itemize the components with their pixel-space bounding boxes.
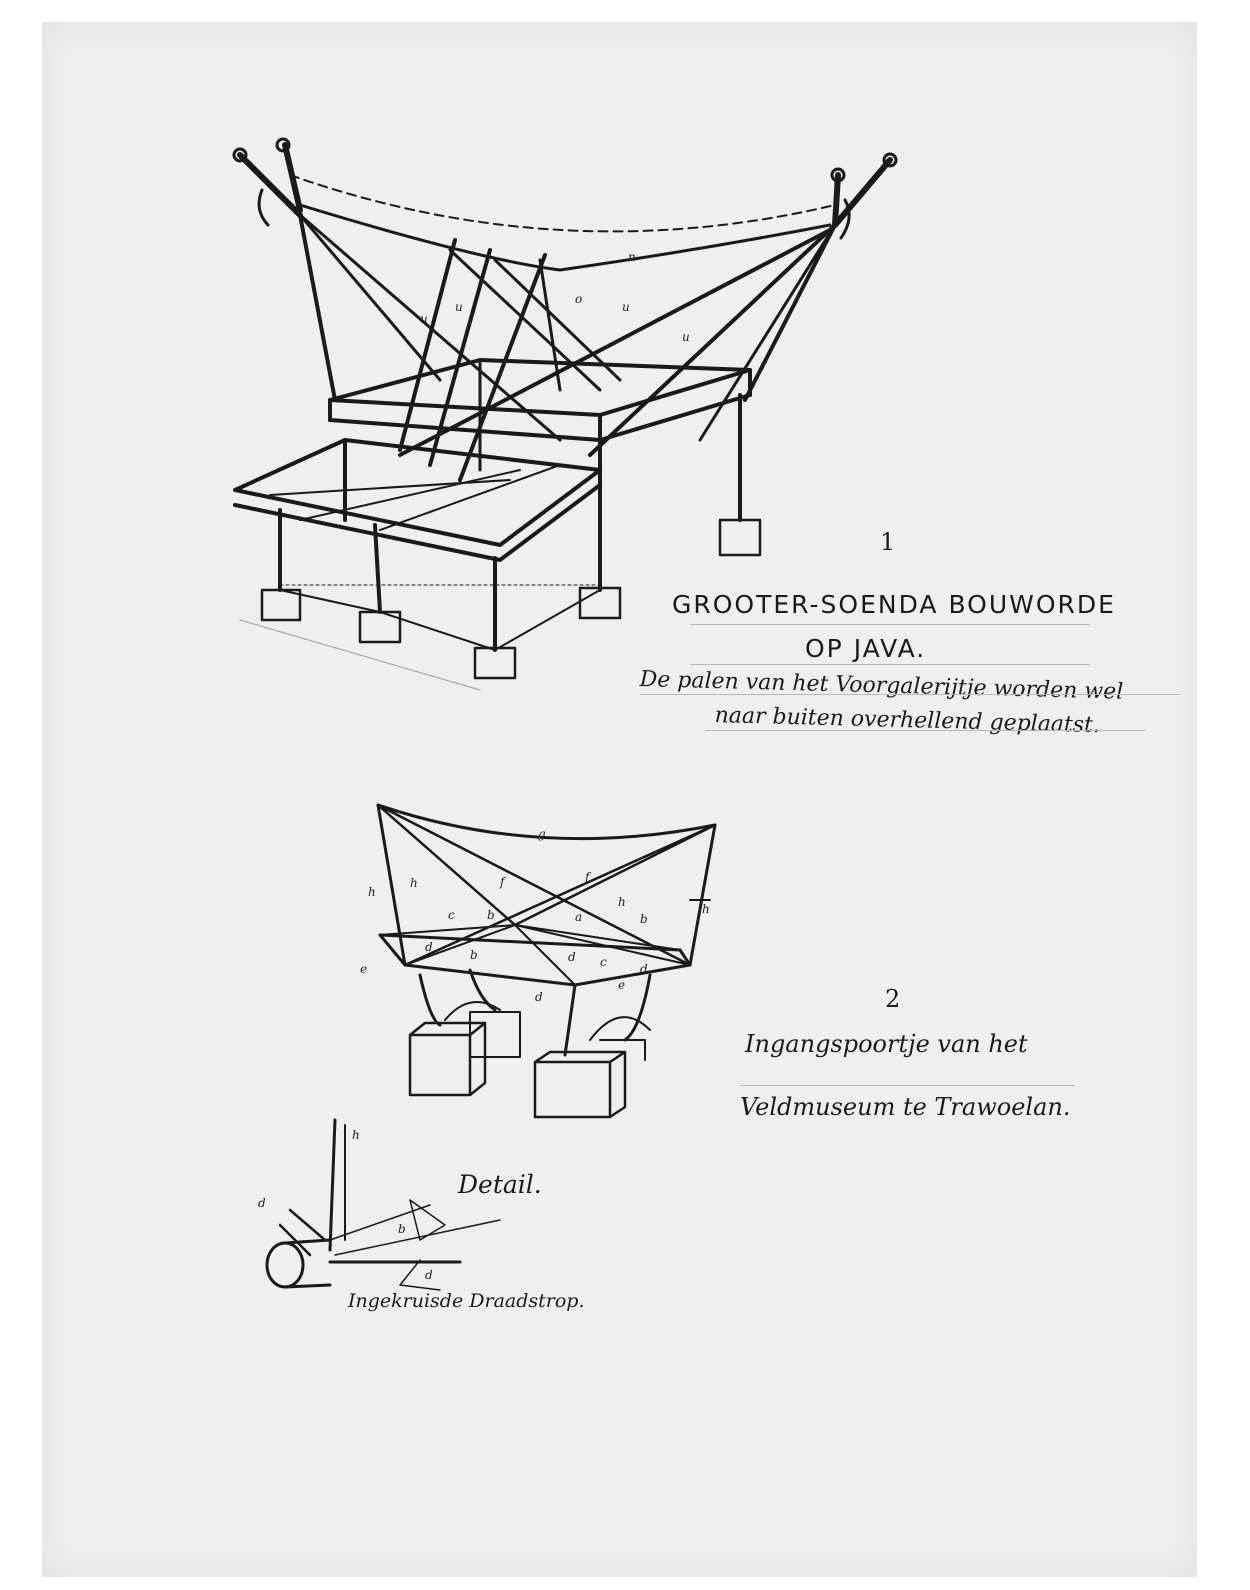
guide-rule — [690, 624, 1090, 625]
figure-2-number: 2 — [885, 985, 901, 1013]
figure-2-label: b — [470, 948, 478, 962]
figure-2-label: d — [535, 990, 543, 1004]
figure-1-title-line-2: OP JAVA. — [805, 634, 927, 663]
detail-label: d — [425, 1268, 433, 1282]
figure-2-label: h — [368, 885, 376, 899]
detail-caption: Ingekruisde Draadstrop. — [348, 1290, 585, 1312]
figure-1-note-line-1: De palen van het Voorgalerijtje worden wel — [639, 667, 1124, 705]
detail-label: d — [258, 1196, 266, 1210]
figure-1-label: u — [420, 312, 428, 326]
figure-1-label: o — [575, 292, 583, 306]
guide-rule — [740, 1085, 1075, 1086]
figure-2-label: h — [702, 902, 710, 916]
figure-2-label: c — [600, 955, 607, 969]
figure-2-label: b — [640, 912, 648, 926]
figure-1-label: n — [628, 250, 636, 264]
figure-2-label: d — [425, 940, 433, 954]
figure-2-label: e — [360, 962, 368, 976]
figure-2-label: b — [487, 908, 495, 922]
figure-2-label: d — [640, 962, 648, 976]
figure-1-number: 1 — [880, 528, 896, 556]
guide-rule — [690, 664, 1090, 665]
figure-2-label: f — [585, 870, 590, 884]
figure-1-note-line-2: naar buiten overhellend geplaatst. — [714, 703, 1101, 739]
figure-2-label: g — [538, 827, 546, 841]
guide-rule — [705, 730, 1145, 731]
figure-2-caption-line-2: Veldmuseum te Trawoelan. — [740, 1093, 1071, 1121]
figure-2-label: c — [448, 908, 455, 922]
figure-1-label: u — [622, 300, 630, 314]
detail-label: h — [352, 1128, 360, 1142]
figure-1-label: u — [455, 300, 463, 314]
figure-2-caption-line-1: Ingangspoortje van het — [745, 1030, 1028, 1058]
figure-2-label: f — [500, 875, 505, 889]
figure-2-label: h — [618, 895, 626, 909]
guide-rule — [640, 694, 1180, 695]
figure-2-label: d — [568, 950, 576, 964]
detail-drawing — [267, 1120, 500, 1290]
figure-2-label: h — [410, 876, 418, 890]
figure-2-label: a — [575, 910, 583, 924]
detail-title: Detail. — [458, 1170, 542, 1199]
figure-2-label: e — [618, 978, 626, 992]
figure-1-label: u — [682, 330, 690, 344]
figure-1-title-line-1: GROOTER-SOENDA BOUWORDE — [672, 590, 1116, 619]
gate-drawing — [378, 805, 715, 1117]
detail-label: b — [398, 1222, 406, 1236]
